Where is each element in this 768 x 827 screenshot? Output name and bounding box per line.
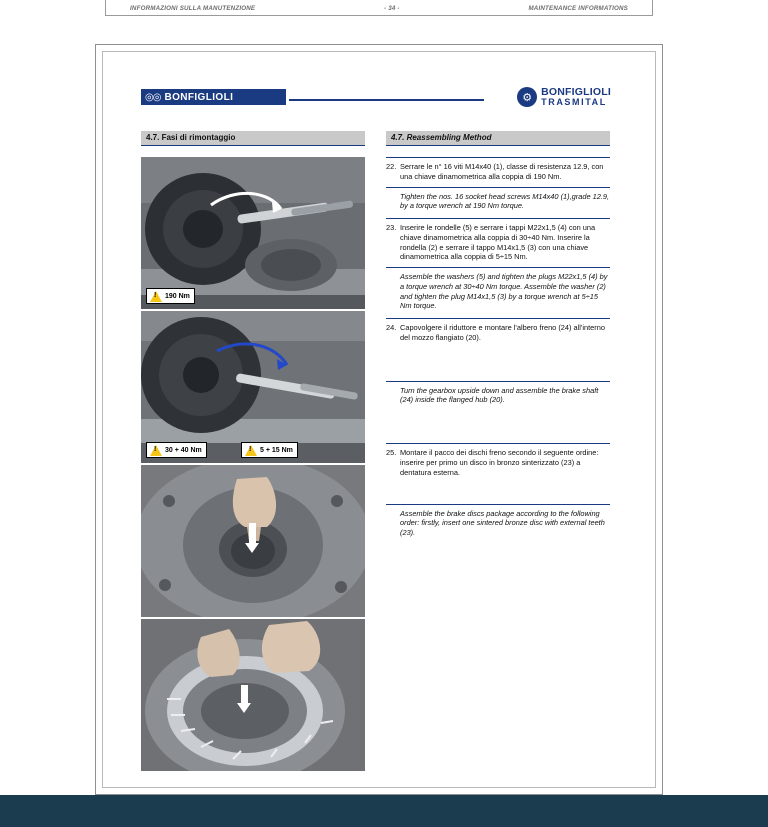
step-24-italian-text: Capovolgere il riduttore e montare l'albero freno (24) all'interno del mozzo flangiato (20). xyxy=(400,323,605,342)
warning-label: 190 Nm xyxy=(165,292,190,300)
previous-page-sliver xyxy=(105,0,653,16)
step-divider xyxy=(386,318,610,319)
photo-brake-disc-package xyxy=(141,619,365,771)
photo-column xyxy=(141,157,365,773)
previous-footer-center: - 34 - xyxy=(384,5,400,12)
step-23-english xyxy=(386,272,610,311)
spacer xyxy=(386,405,610,443)
section-title-row xyxy=(141,131,611,146)
logo-bonfiglioli-trasmital xyxy=(517,87,611,107)
photo-1-graphic xyxy=(141,157,365,309)
step-23-italian-text: Inserire le rondelle (5) e serrare i tappi M22x1,5 (4) con una chiave dinamometrica alla coppia di 30÷40 Nm. Inserire la rondella (2) e serrare il tappo M14x1,5 (3) con una chiave dinamometrica alla coppia di 5÷15 Nm. xyxy=(400,223,596,262)
step-22-english xyxy=(386,192,610,212)
section-title-en: 4.7. Reassembling Method xyxy=(386,131,610,146)
photo-plugs-washers xyxy=(141,311,365,463)
step-divider xyxy=(386,218,610,219)
spacer xyxy=(386,211,610,218)
step-25-italian xyxy=(386,448,610,477)
logo-right-line1: BONFIGLIOLI xyxy=(541,86,611,98)
step-22 xyxy=(386,157,610,211)
step-25-english xyxy=(386,509,610,538)
page-header xyxy=(141,87,611,117)
warning-badge xyxy=(146,288,195,304)
step-23-english-text: Assemble the washers (5) and tighten the plugs M22x1,5 (4) by a torque wrench at 30÷40 Nm torque. Assemble the washer (2) and tighten the plug M14x1,5 (3) by a torque wrench at 5÷15 Nm torque. xyxy=(400,272,608,311)
logo-bonfiglioli-left xyxy=(141,89,286,105)
step-22-italian xyxy=(386,162,610,182)
step-divider-mid xyxy=(386,267,610,268)
section-title-it: 4.7. Fasi di rimontaggio xyxy=(141,131,365,146)
step-24-number: 24. xyxy=(386,323,397,333)
text-column xyxy=(386,157,610,773)
warning-badge xyxy=(241,442,298,458)
warning-label: 5 + 15 Nm xyxy=(260,446,293,454)
spacer xyxy=(386,311,610,318)
gears-icon: ◎◎ xyxy=(145,91,161,103)
previous-footer-right: MAINTENANCE INFORMATIONS xyxy=(528,5,628,12)
warning-triangle-icon xyxy=(245,445,257,456)
step-24 xyxy=(386,318,610,405)
logo-left-text: BONFIGLIOLI xyxy=(164,91,234,103)
photo-4-graphic xyxy=(141,619,365,771)
step-25-number: 25. xyxy=(386,448,397,458)
step-22-english-text: Tighten the nos. 16 socket head screws M14x40 (1),grade 12.9, by a torque wrench at 190 Nm torque. xyxy=(400,191,610,211)
warning-badge xyxy=(146,442,207,458)
warning-label: 30 + 40 Nm xyxy=(165,446,202,454)
header-rule xyxy=(289,99,484,101)
previous-footer-left: INFORMAZIONI SULLA MANUTENZIONE xyxy=(130,5,256,12)
gear-icon: ⚙ xyxy=(517,87,537,107)
page-gap xyxy=(0,17,768,44)
step-25-italian-text: Montare il pacco dei dischi freno secondo il seguente ordine: inserire per primo un disco in bronzo sinterizzato (23) a dentatura esterna. xyxy=(400,448,599,477)
step-divider-mid xyxy=(386,504,610,505)
step-divider-mid xyxy=(386,381,610,382)
photo-torque-wrench-housing xyxy=(141,157,365,309)
step-divider xyxy=(386,157,610,158)
document-page xyxy=(95,44,663,795)
step-23 xyxy=(386,218,610,311)
step-22-italian-text: Serrare le n° 16 viti M14x40 (1), classe di resistenza 12.9, con una chiave dinamometrica alla coppia di 190 Nm. xyxy=(400,162,604,181)
step-22-number: 22. xyxy=(386,162,397,171)
photo-3-graphic xyxy=(141,465,365,617)
step-divider xyxy=(386,443,610,444)
logo-right-line2: TRASMITAL xyxy=(541,97,607,108)
page-content xyxy=(141,87,611,773)
step-24-english xyxy=(386,386,610,406)
step-25-english-text: Assemble the brake discs package according to the following order: firstly, insert one sintered bronze disc with external teeth (23). xyxy=(400,508,605,538)
viewer-bottom-band xyxy=(0,795,768,827)
photo-brake-shaft-insertion xyxy=(141,465,365,617)
warning-triangle-icon xyxy=(150,291,162,302)
step-24-english-text: Turn the gearbox upside down and assemble the brake shaft (24) inside the flanged hub (20). xyxy=(400,385,599,405)
photo-2-graphic xyxy=(141,311,365,463)
step-23-italian xyxy=(386,223,610,262)
warning-triangle-icon xyxy=(150,445,162,456)
previous-page-footer xyxy=(106,5,652,12)
step-divider-mid xyxy=(386,187,610,188)
body-columns xyxy=(141,157,611,773)
step-25 xyxy=(386,443,610,538)
step-24-italian xyxy=(386,323,610,343)
step-23-number: 23. xyxy=(386,223,397,233)
